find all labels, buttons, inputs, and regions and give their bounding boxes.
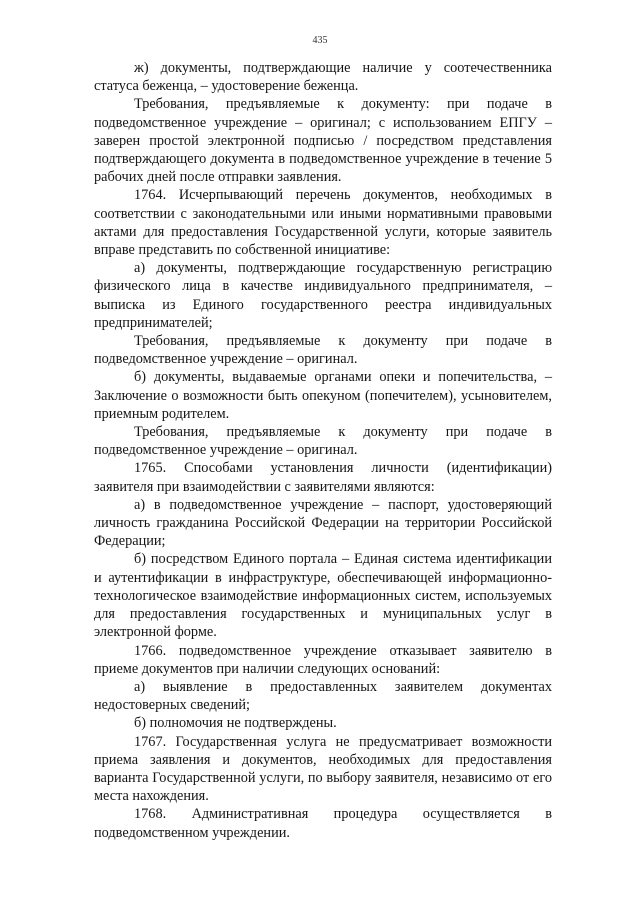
paragraph-1766: 1766. подведомственное учреждение отказывает заявителю в приеме документов при наличии следующих оснований: xyxy=(94,642,552,677)
paragraph-1764: 1764. Исчерпывающий перечень документов, необходимых в соответствии с законодательными или иными нормативными правовыми актами для предоставления Государственной услуги, которые заявитель вправе представить по собственной инициативе: xyxy=(94,187,552,259)
paragraph-b-authority-not-confirmed: б) полномочия не подтверждены. xyxy=(134,715,337,732)
paragraph-1768: 1768. Административная процедура осуществляется в подведомственном учреждении. xyxy=(94,806,552,841)
paragraph-b-unified-portal: б) посредством Единого портала – Единая система идентификации и аутентификации в инфраструктуре, обеспечивающей информационно-технологическое взаимодействие информационных систем, используемых для предоставления государственных и муниципальных услуг в электронной форме. xyxy=(94,551,552,641)
paragraph-a-passport: а) в подведомственное учреждение – паспорт, удостоверяющий личность гражданина Российской Федерации на территории Российской Федерации; xyxy=(94,496,552,550)
document-body xyxy=(94,59,552,842)
paragraph-a-entrepreneur-registration: а) документы, подтверждающие государственную регистрацию физического лица в качестве индивидуального предпринимателя, – выписка из Единого государственного реестра индивидуальных предпринимателей; xyxy=(94,260,552,331)
paragraph-zh-refugee-certificate: ж) документы, подтверждающие наличие у соотечественника статуса беженца, – удостоверение беженца. xyxy=(94,60,552,95)
page-number: 435 xyxy=(312,35,328,46)
paragraph-requirements-epgu: Требования, предъявляемые к документу: при подаче в подведомственное учреждение – оригинал; с использованием ЕПГУ – заверен простой электронной подписью / посредством представления подтверждающего документа в подведомственное учреждение в течение 5 рабочих дней после отправки заявления. xyxy=(94,96,552,186)
paragraph-1765: 1765. Способами установления личности (идентификации) заявителя при взаимодействии с заявителями являются: xyxy=(94,460,552,495)
paragraph-a-false-information: а) выявление в предоставленных заявителем документах недостоверных сведений; xyxy=(94,678,552,714)
paragraph-requirements-original-2: Требования, предъявляемые к документу при подаче в подведомственное учреждение – оригинал. xyxy=(94,424,552,459)
paragraph-requirements-original-1: Требования, предъявляемые к документу при подаче в подведомственное учреждение – оригинал. xyxy=(94,333,552,368)
paragraph-1767: 1767. Государственная услуга не предусматривает возможности приема заявления и документов, необходимых для предоставления варианта Государственной услуги, по выбору заявителя, независимо от его места нахождения. xyxy=(94,733,552,805)
paragraph-b-guardianship-documents: б) документы, выдаваемые органами опеки и попечительства, – Заключение о возможности быть опекуном (попечителем), усыновителем, приемным родителем. xyxy=(94,369,552,422)
